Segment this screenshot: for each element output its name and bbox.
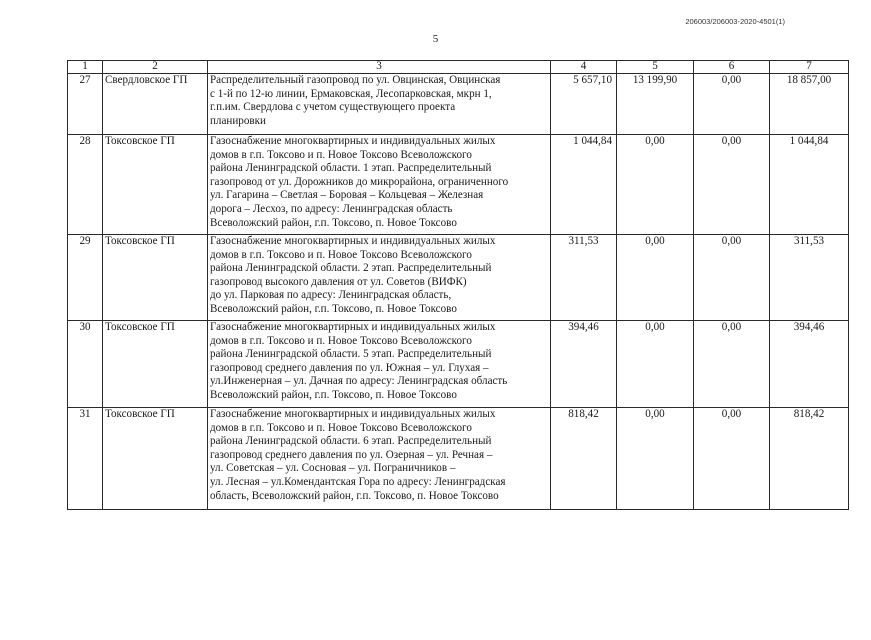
row-number: 27 <box>68 74 103 135</box>
column-header: 3 <box>208 61 551 74</box>
value-cell: 0,00 <box>694 74 770 135</box>
settlement-cell: Токсовское ГП <box>103 135 208 235</box>
column-header: 2 <box>103 61 208 74</box>
value-cell: 0,00 <box>694 135 770 235</box>
value-cell: 311,53 <box>770 235 849 321</box>
row-number: 31 <box>68 408 103 510</box>
settlement-cell: Токсовское ГП <box>103 408 208 510</box>
value-cell: 394,46 <box>770 321 849 408</box>
value-cell: 394,46 <box>551 321 617 408</box>
value-cell: 0,00 <box>617 235 694 321</box>
table-row <box>68 321 849 408</box>
settlement-cell: Токсовское ГП <box>103 321 208 408</box>
value-cell: 311,53 <box>551 235 617 321</box>
value-cell: 1 044,84 <box>770 135 849 235</box>
column-numbers-row <box>68 61 849 74</box>
settlement-cell: Свердловское ГП <box>103 74 208 135</box>
column-header: 4 <box>551 61 617 74</box>
column-header: 7 <box>770 61 849 74</box>
value-cell: 818,42 <box>770 408 849 510</box>
table-row <box>68 74 849 135</box>
description-cell: Газоснабжение многоквартирных и индивидуальных жилых домов в г.п. Токсово и п. Новое Токсово Всеволожского района Ленинградской области. 1 этап. Распределительный газопровод от ул. Дорожников до микрорайона, ограниченного ул. Гагарина – Светлая – Боровая – Кольцевая – Железная дорога – Лесхоз, по адресу: Ленинградская область Всеволожский район, г.п. Токсово, п. Новое Токсово <box>208 135 551 235</box>
description-cell: Газоснабжение многоквартирных и индивидуальных жилых домов в г.п. Токсово и п. Новое Токсово Всеволожского района Ленинградской области. 6 этап. Распределительный газопровод среднего давления по ул. Озерная – ул. Речная – ул. Советская – ул. Сосновая – ул. Пограничников – ул. Лесная – ул.Комендантская Гора по адресу: Ленинградская область, Всеволожский район, г.п. Токсово, п. Новое Токсово <box>208 408 551 510</box>
page-number: 5 <box>432 33 439 45</box>
value-cell: 5 657,10 <box>551 74 617 135</box>
row-number: 28 <box>68 135 103 235</box>
value-cell: 0,00 <box>617 321 694 408</box>
value-cell: 0,00 <box>694 235 770 321</box>
value-cell: 1 044,84 <box>551 135 617 235</box>
row-number: 30 <box>68 321 103 408</box>
settlement-cell: Токсовское ГП <box>103 235 208 321</box>
value-cell: 0,00 <box>617 408 694 510</box>
table-row <box>68 135 849 235</box>
description-cell: Газоснабжение многоквартирных и индивидуальных жилых домов в г.п. Токсово и п. Новое Токсово Всеволожского района Ленинградской области. 5 этап. Распределительный газопровод среднего давления по ул. Южная – ул. Глухая – ул.Инженерная – ул. Дачная по адресу: Ленинградская область Всеволожский район, г.п. Токсово, п. Новое Токсово <box>208 321 551 408</box>
column-header: 1 <box>68 61 103 74</box>
value-cell: 818,42 <box>551 408 617 510</box>
table-row <box>68 408 849 510</box>
column-header: 6 <box>694 61 770 74</box>
value-cell: 0,00 <box>694 408 770 510</box>
value-cell: 0,00 <box>617 135 694 235</box>
investment-table <box>67 60 849 510</box>
document-id: 206003/206003-2020-4501(1) <box>685 17 785 26</box>
value-cell: 18 857,00 <box>770 74 849 135</box>
row-number: 29 <box>68 235 103 321</box>
description-cell: Распределительный газопровод по ул. Овцинская, Овцинская с 1-й по 12-ю линии, Ермаковская, Лесопарковская, мкрн 1, г.п.им. Свердлова с учетом существующего проекта планировки <box>208 74 551 135</box>
value-cell: 0,00 <box>694 321 770 408</box>
description-cell: Газоснабжение многоквартирных и индивидуальных жилых домов в г.п. Токсово и п. Новое Токсово Всеволожского района Ленинградской области. 2 этап. Распределительный газопровод высокого давления от ул. Советов (ВИФК) до ул. Парковая по адресу: Ленинградская область, Всеволожский район, г.п. Токсово, п. Новое Токсово <box>208 235 551 321</box>
table-row <box>68 235 849 321</box>
column-header: 5 <box>617 61 694 74</box>
value-cell: 13 199,90 <box>617 74 694 135</box>
